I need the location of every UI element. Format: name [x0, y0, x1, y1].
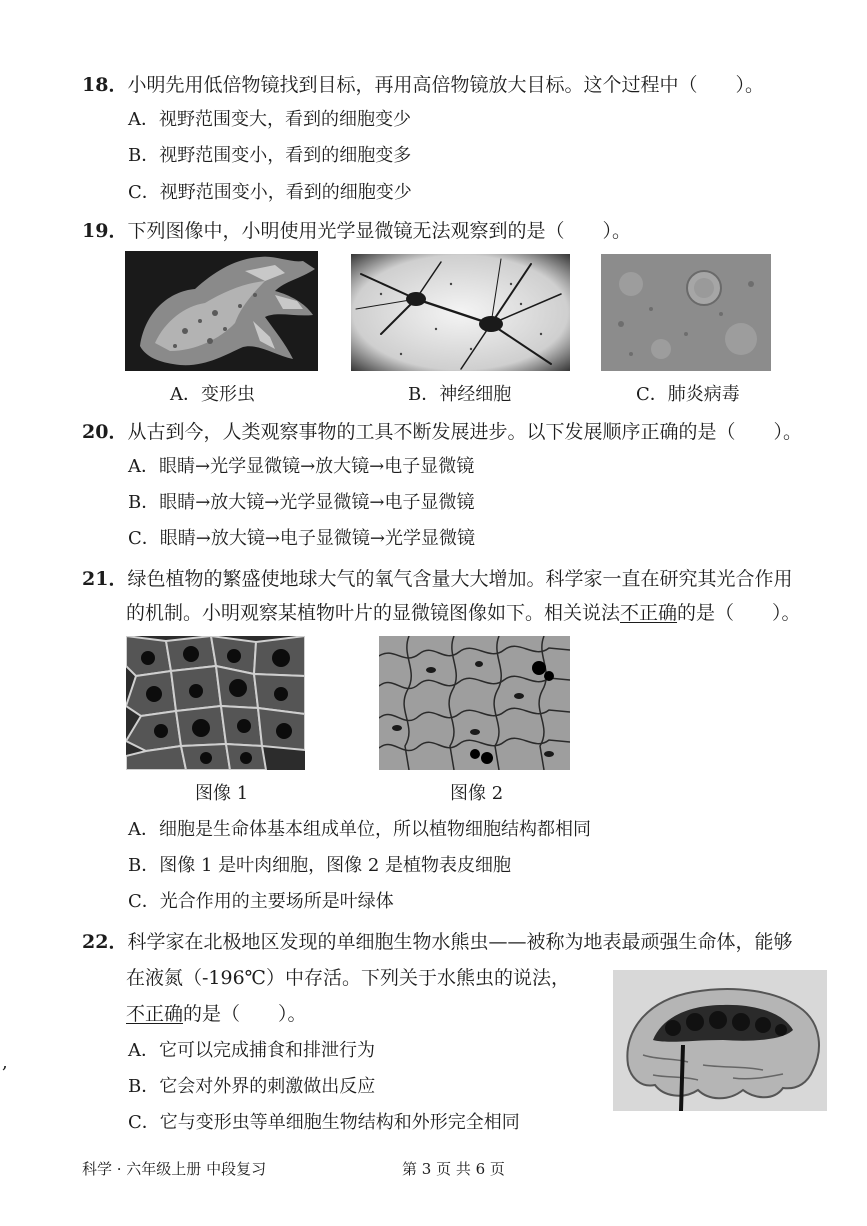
epidermis-cell-image	[379, 636, 570, 770]
q21-option-b: B．图像 1 是叶肉细胞，图像 2 是植物表皮细胞	[128, 855, 512, 876]
question-22-stem-line3	[126, 1001, 307, 1027]
q18-option-a: A．视野范围变大，看到的细胞变少	[128, 109, 411, 130]
q21-option-c: C．光合作用的主要场所是叶绿体	[128, 891, 394, 912]
amoeba-image	[125, 251, 318, 371]
footer-page-number: 第 3 页 共 6 页	[402, 1160, 505, 1178]
question-number: 19．	[82, 220, 128, 242]
footer-subject: 科学 · 六年级上册 中段复习	[82, 1160, 267, 1178]
q20-option-b: B．眼睛→放大镜→光学显微镜→电子显微镜	[128, 492, 475, 513]
question-number: 22．	[82, 931, 128, 953]
q20-option-c: C．眼睛→放大镜→电子显微镜→光学显微镜	[128, 528, 476, 549]
question-21-stem-line1	[82, 566, 792, 592]
q21-option-a: A．细胞是生命体基本组成单位，所以植物细胞结构都相同	[128, 819, 591, 840]
q19-caption-c: C．肺炎病毒	[636, 384, 740, 405]
question-22-stem-line2: 在液氮（-196℃）中存活。下列关于水熊虫的说法，	[126, 967, 570, 989]
underlined-emphasis: 不正确	[620, 602, 678, 624]
question-22-stem-line1	[82, 929, 792, 955]
question-text: 小明先用低倍物镜找到目标，再用高倍物镜放大目标。这个过程中（ ）。	[127, 74, 764, 96]
q21-caption-2: 图像 2	[450, 783, 504, 804]
mesophyll-cell-image	[126, 636, 305, 770]
question-18-stem	[82, 72, 764, 98]
pneumonia-virus-image	[601, 254, 771, 371]
question-text: 从古到今，人类观察事物的工具不断发展进步。以下发展顺序正确的是（ ）。	[127, 421, 802, 443]
question-number: 20．	[82, 421, 128, 443]
q19-caption-b: B．神经细胞	[408, 384, 512, 405]
q22-option-b: B．它会对外界的刺激做出反应	[128, 1076, 376, 1097]
q20-option-a: A．眼睛→光学显微镜→放大镜→电子显微镜	[128, 456, 475, 477]
q18-option-b: B．视野范围变小，看到的细胞变多	[128, 145, 412, 166]
nerve-cell-image	[351, 254, 570, 371]
question-text: 绿色植物的繁盛使地球大气的氧气含量大大增加。科学家一直在研究其光合作用	[127, 568, 793, 590]
question-text: 的机制。小明观察某植物叶片的显微镜图像如下。相关说法	[126, 602, 621, 624]
q22-option-c: C．它与变形虫等单细胞生物结构和外形完全相同	[128, 1112, 520, 1133]
q22-option-a: A．它可以完成捕食和排泄行为	[128, 1040, 375, 1061]
q21-caption-1: 图像 1	[195, 783, 249, 804]
question-text: 下列图像中，小明使用光学显微镜无法观察到的是（ ）。	[127, 220, 631, 242]
question-number: 18．	[82, 74, 128, 96]
underlined-emphasis: 不正确	[126, 1003, 184, 1025]
q18-option-c: C．视野范围变小，看到的细胞变少	[128, 182, 412, 203]
tardigrade-image	[613, 970, 827, 1111]
question-20-stem	[82, 419, 802, 445]
question-21-stem-line2	[126, 600, 801, 626]
question-text: 的是（ ）。	[677, 602, 801, 624]
question-number: 21．	[82, 568, 128, 590]
question-text: 科学家在北极地区发现的单细胞生物水熊虫——被称为地表最顽强生命体，能够	[127, 931, 793, 953]
margin-mark: ,	[2, 1052, 8, 1073]
q19-caption-a: A．变形虫	[170, 384, 255, 405]
question-text: 的是（ ）。	[183, 1003, 307, 1025]
question-19-stem	[82, 218, 631, 244]
